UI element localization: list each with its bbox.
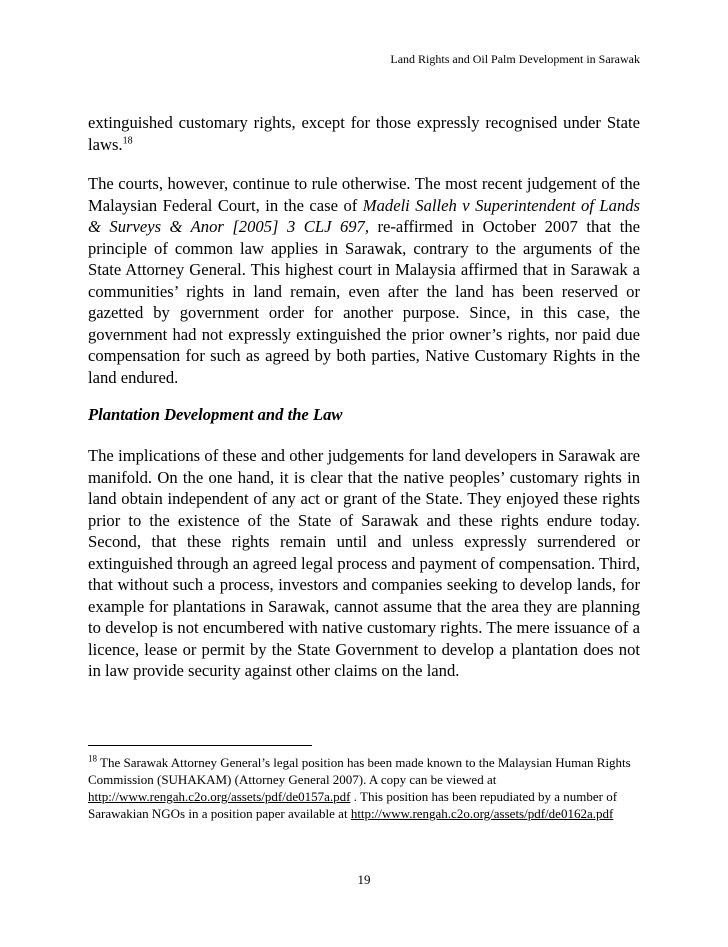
- footnote-text-1: The Sarawak Attorney General’s legal position has been made known to the Malaysian Human Rights Commission (SUHAKAM) (Attorney General 2007). A copy can be viewed at: [88, 755, 631, 787]
- running-header: Land Rights and Oil Palm Development in Sarawak: [390, 52, 640, 66]
- footnote-link-2[interactable]: http://www.rengah.c2o.org/assets/pdf/de0162a.pdf: [350, 806, 614, 821]
- footnote-number: 18: [88, 753, 97, 764]
- footnote: [88, 754, 648, 822]
- footnote-reference[interactable]: 18: [122, 134, 133, 146]
- section-heading: Plantation Development and the Law: [88, 405, 343, 424]
- footnote-link-1[interactable]: http://www.rengah.c2o.org/assets/pdf/de0157a.pdf: [88, 789, 351, 804]
- paragraph-2: [88, 173, 640, 388]
- case-citation: Madeli Salleh v Superintendent of Lands & Surveys & Anor [2005] 3 CLJ 697,: [88, 195, 640, 236]
- paragraph-2-part-2: re-affirmed in October 2007 that the principle of common law applies in Sarawak, contrary to the arguments of the State Attorney General. This highest court in Malaysia affirmed that in Sarawak a communities’ rights in land remain, even after the land has been reserved or gazetted by government order for another purpose. Since, in this case, the government had not expressly extinguished the prior owner’s rights, nor paid due compensation for such as agreed by both parties, Native Customary Rights in the land endured.: [88, 217, 641, 387]
- footnote-divider: [88, 745, 312, 746]
- paragraph-2-part-1: The courts, however, continue to rule otherwise. The most recent judgement of the Malaysian Federal Court, in the case of: [88, 174, 640, 215]
- paragraph-1: [88, 112, 640, 155]
- footnote-text-2: . This position has been repudiated by a number of Sarawakian NGOs in a position paper available at: [88, 789, 618, 821]
- page-number: 19: [357, 872, 371, 887]
- paragraph-3: The implications of these and other judgements for land developers in Sarawak are manifold. On the one hand, it is clear that the native peoples’ customary rights in land obtain independent of any act or grant of the State. They enjoyed these rights prior to the existence of the State of Sarawak and these rights endure today. Second, that these rights remain until and unless expressly surrendered or extinguished through an agreed legal process and payment of compensation. Third, that without such a process, investors and companies seeking to develop lands, for example for plantations in Sarawak, cannot assume that the area they are planning to develop is not encumbered with native customary rights. The mere issuance of a licence, lease or permit by the State Government to develop a plantation does not in law provide security against other claims on the land.: [88, 446, 640, 680]
- paragraph-1-text: extinguished customary rights, except for those expressly recognised under State laws.: [88, 113, 640, 154]
